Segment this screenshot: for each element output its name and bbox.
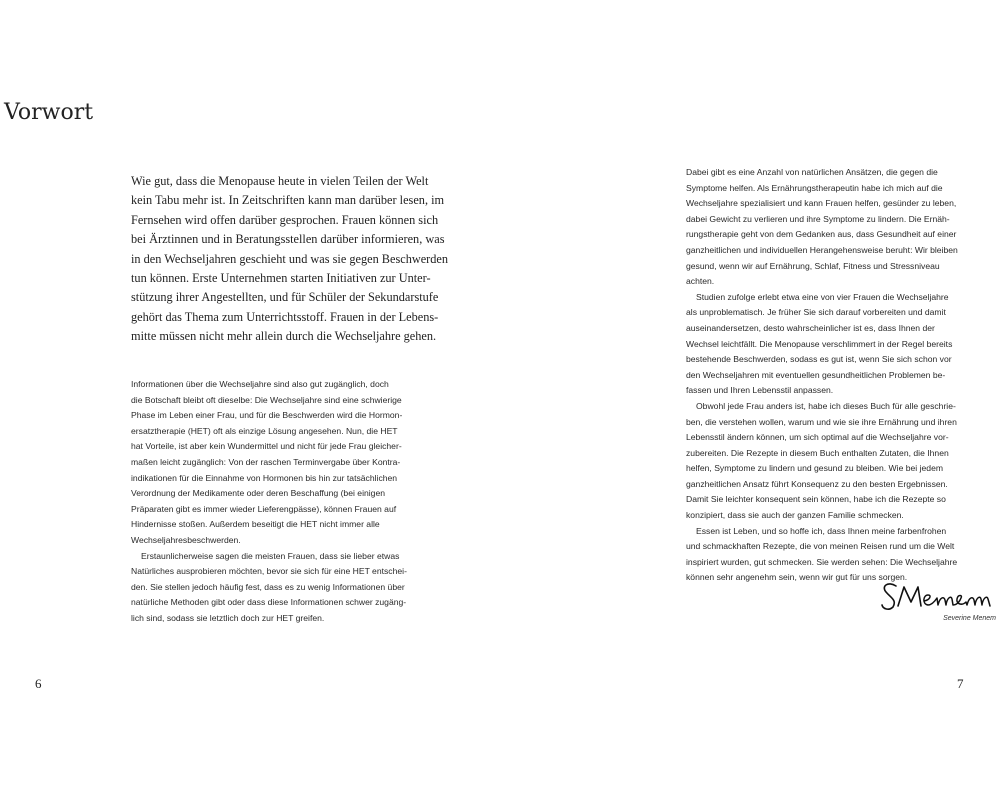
text-line: als unproblematisch. Je früher Sie sich darauf vorbereiten und damit xyxy=(686,307,946,318)
text-line: fassen und Ihren Lebensstil anpassen. xyxy=(686,385,834,396)
text-line: Phase im Leben einer Frau, und für die Beschwerden wird die Hormon- xyxy=(131,410,403,421)
text-line: Hindernisse stoßen. Außerdem beseitigt die HET nicht immer alle xyxy=(131,519,380,530)
intro-line: Fernsehen wird offen darüber gesprochen. Frauen können sich xyxy=(131,212,439,227)
text-line: gesund, wenn wir auf Ernährung, Schlaf, Fitness und Stressniveau xyxy=(686,260,940,271)
text-line: Wechseljahresbeschwerden. xyxy=(131,534,241,545)
text-line: den. Sie stellen jedoch häufig fest, dass es zu wenig Informationen über xyxy=(131,581,405,592)
text-line: Obwohl jede Frau anders ist, habe ich dieses Buch für alle geschrie- xyxy=(696,400,956,411)
left-body-column xyxy=(131,377,449,627)
text-line: und schmackhaften Rezepte, die von meinen Reisen rund um die Welt xyxy=(686,541,955,552)
intro-line: in den Wechseljahren geschieht und was sie gegen Beschwerden xyxy=(131,251,449,266)
text-line: auseinandersetzen, desto wahrscheinlicher ist es, dass Ihnen der xyxy=(686,322,935,333)
text-line: ganzheitlichen und individuellen Herangehensweise beruht: Wir bleiben xyxy=(686,244,958,255)
page-number-right: 7 xyxy=(957,676,964,691)
text-line: zubereiten. Die Rezepte in diesem Buch enthalten Zutaten, die Ihnen xyxy=(686,447,949,458)
intro-line: mitte müssen nicht mehr allein durch die Wechseljahre gehen. xyxy=(131,329,437,344)
text-line: Natürliches ausprobieren möchten, bevor sie sich für eine HET entschei- xyxy=(131,566,407,577)
text-line: ganzheitlichen Ansatz führt Konsequenz zu den besten Ergebnissen. xyxy=(686,478,948,489)
text-line: hat Vorteile, ist aber kein Wundermittel und nicht für jede Frau gleicher- xyxy=(131,441,402,452)
text-line: helfen, Symptome zu lindern und gesund zu bleiben. Wie bei jedem xyxy=(686,463,944,474)
text-line: achten. xyxy=(686,276,715,287)
text-line: maßen leicht zugänglich: Von der raschen Terminvergabe über Kontra- xyxy=(131,456,401,467)
intro-line: bei Ärztinnen und in Beratungsstellen darüber informieren, was xyxy=(131,232,445,247)
intro-line: kein Tabu mehr ist. In Zeitschriften kann man darüber lesen, im xyxy=(131,193,445,208)
text-line: Symptome helfen. Als Ernährungstherapeutin habe ich mich auf die xyxy=(686,182,943,193)
text-line: bestehende Beschwerden, sodass es gut ist, wenn Sie sich schon vor xyxy=(686,354,952,365)
intro-line: stützung ihrer Angestellten, und für Schüler der Sekundarstufe xyxy=(131,290,439,305)
text-line: Verordnung der Medikamente oder deren Beschaffung (bei einigen xyxy=(131,488,386,499)
text-line: Dabei gibt es eine Anzahl von natürlichen Ansätzen, die gegen die xyxy=(686,167,938,177)
text-line: Präparaten gibt es immer wieder Lieferengpässe), können Frauen auf xyxy=(131,503,397,514)
text-line: Wechseljahre spezialisiert und kann Frauen helfen, gesünder zu leben, xyxy=(686,198,957,209)
page-title: Vorwort xyxy=(4,100,94,125)
text-line: indikationen für die Einnahme von Hormonen bis hin zur tatsächlichen xyxy=(131,472,398,483)
text-line: Damit Sie leichter konsequent sein können, habe ich die Rezepte so xyxy=(686,494,946,505)
intro-line: gehört das Thema zum Unterrichtsstoff. Frauen in der Lebens- xyxy=(131,309,439,324)
text-line: lich sind, sodass sie letztlich doch zur HET greifen. xyxy=(131,612,325,623)
signature xyxy=(880,578,1000,614)
right-body-column xyxy=(686,165,1000,586)
text-line: konzipiert, dass sie auch der ganzen Familie schmecken. xyxy=(686,510,904,521)
text-line: inspiriert wurden, gut schmecken. Sie werden sehen: Die Wechseljahre xyxy=(686,556,958,567)
text-line: ersatztherapie (HET) oft als einzige Lösung angesehen. Nun, die HET xyxy=(131,425,398,436)
text-line: Lebensstil ändern können, um sich optimal auf die Wechseljahre vor- xyxy=(686,432,949,443)
signature-name: Severine Menem xyxy=(943,615,996,622)
text-line: rungstherapie geht von dem Gedanken aus, dass Gesundheit auf einer xyxy=(686,229,957,240)
text-line: ben, die verstehen wollen, warum und wie sie ihre Ernährung und ihren xyxy=(686,416,957,427)
intro-paragraph xyxy=(131,172,449,347)
intro-line: Wie gut, dass die Menopause heute in vielen Teilen der Welt xyxy=(131,174,429,188)
page-number-left: 6 xyxy=(35,676,42,691)
text-line: können sehr angenehm sein, wenn wir gut für uns sorgen. xyxy=(686,572,908,583)
text-line: Wechsel leichtfällt. Die Menopause verschlimmert in der Regel bereits xyxy=(686,338,953,349)
text-line: natürliche Methoden gibt oder dass diese Informationen schwer zugäng- xyxy=(131,597,407,608)
text-line: Informationen über die Wechseljahre sind also gut zugänglich, doch xyxy=(131,379,389,389)
text-line: Studien zufolge erlebt etwa eine von vier Frauen die Wechseljahre xyxy=(696,291,949,302)
intro-line: tun können. Erste Unternehmen starten Initiativen zur Unter- xyxy=(131,271,431,286)
text-line: dabei Gewicht zu verlieren und ihre Symptome zu lindern. Die Ernäh- xyxy=(686,213,950,224)
text-line: den Wechseljahren mit eventuellen gesundheitlichen Problemen be- xyxy=(686,369,946,380)
text-line: Erstaunlicherweise sagen die meisten Frauen, dass sie lieber etwas xyxy=(141,550,400,561)
text-line: Essen ist Leben, und so hoffe ich, dass Ihnen meine farbenfrohen xyxy=(696,525,947,536)
text-line: die Botschaft bleibt oft dieselbe: Die Wechseljahre sind eine schwierige xyxy=(131,394,402,405)
